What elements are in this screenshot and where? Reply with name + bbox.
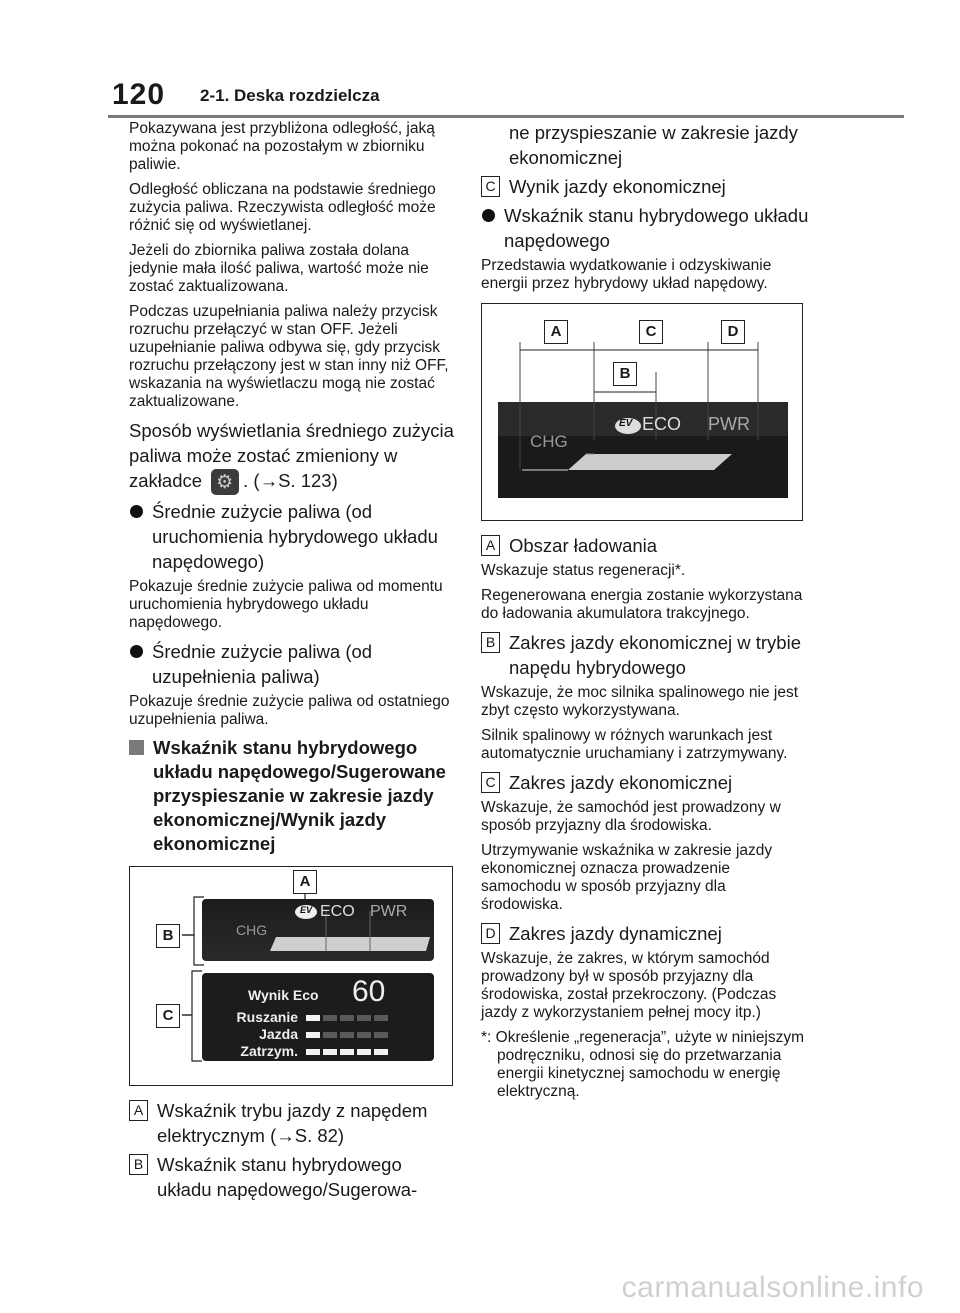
bullet-icon bbox=[130, 505, 143, 518]
section-heading bbox=[129, 736, 459, 856]
score-bar-segment bbox=[357, 1015, 371, 1021]
callout-c: C bbox=[156, 1004, 180, 1028]
score-bar-segment bbox=[340, 1049, 354, 1055]
eco-label: ECO bbox=[642, 414, 682, 434]
score-bar-segment bbox=[306, 1015, 320, 1021]
letter-d: D bbox=[481, 923, 500, 944]
letter-b: B bbox=[481, 632, 500, 653]
score-bar-segment bbox=[340, 1015, 354, 1021]
bullet-label: Średnie zużycie paliwa (od uruchomienia hybrydowego układu napędowego) bbox=[152, 501, 438, 573]
callout-b: B bbox=[613, 362, 637, 386]
score-bar-segment bbox=[340, 1032, 354, 1038]
score-label: Wynik Eco bbox=[248, 987, 319, 1004]
paragraph: Przedstawia wydatkowanie i odzyskiwanie energii przez hybrydowy układ napędowy. bbox=[481, 257, 772, 292]
range-title: Obszar ładowania bbox=[509, 535, 658, 556]
bullet-title bbox=[129, 639, 459, 689]
header-rule bbox=[108, 115, 904, 118]
paragraph: Silnik spalinowy w różnych warunkach jest automatycznie uruchamiany i zatrzymywany. bbox=[481, 727, 788, 762]
bullet-title bbox=[129, 499, 459, 574]
range-a bbox=[481, 533, 811, 558]
range-title: Zakres jazdy ekonomicznej w trybie napędu hybrydowego bbox=[509, 632, 801, 678]
heading-square-icon bbox=[129, 740, 144, 755]
row-label: Zatrzym. bbox=[240, 1043, 298, 1060]
score-bar-segment bbox=[374, 1049, 388, 1055]
range-b bbox=[481, 630, 811, 680]
figure-indicator-ranges bbox=[481, 303, 803, 521]
score-bar-segment bbox=[374, 1032, 388, 1038]
pwr-label: PWR bbox=[708, 414, 750, 434]
paragraph: Pokazywana jest przybliżona odległość, jaką można pokonać na pozostałym w zbiorniku paliwie. bbox=[129, 120, 435, 173]
score-bar-segment bbox=[323, 1049, 337, 1055]
item-b-cont bbox=[481, 120, 811, 170]
score-bar-segment bbox=[306, 1032, 320, 1038]
item-text: Wynik jazdy ekonomicznej bbox=[509, 176, 726, 197]
range-d bbox=[481, 921, 811, 946]
paragraph: Regenerowana energia zostanie wykorzystana do ładowania akumulatora trakcyjnego. bbox=[481, 587, 803, 622]
watermark: carmanualsonline.info bbox=[621, 1271, 924, 1304]
paragraph: Wskazuje, że zakres, w którym samochód prowadzony był w sposób przyjazny dla środowiska, został przekroczony. (Podczas jazdy z wykorzystaniem pełnej mocy itp.) bbox=[481, 950, 777, 1021]
bullet-icon bbox=[482, 209, 495, 222]
letter-b: B bbox=[129, 1154, 148, 1175]
row-label: Jazda bbox=[259, 1026, 298, 1043]
range-c bbox=[481, 770, 811, 795]
range-title: Zakres jazdy dynamicznej bbox=[509, 923, 722, 944]
section-title: 2-1. Deska rozdzielcza bbox=[200, 86, 380, 105]
letter-a: A bbox=[129, 1100, 148, 1121]
score-bar-segment bbox=[323, 1032, 337, 1038]
paragraph: Wskazuje, że samochód jest prowadzony w sposób przyjazny dla środowiska. bbox=[481, 799, 781, 834]
eco-label: ECO bbox=[320, 903, 355, 921]
range-title: Zakres jazdy ekonomicznej bbox=[509, 772, 733, 793]
score-bar-segment bbox=[357, 1049, 371, 1055]
callout-c: C bbox=[639, 320, 663, 344]
chg-label: CHG bbox=[530, 432, 568, 451]
paragraph-settings bbox=[129, 418, 459, 495]
paragraph: Odległość obliczana na podstawie średniego zużycia paliwa. Rzeczywista odległość może różnić się od wyświetlanej. bbox=[129, 181, 436, 234]
score-bar-segment bbox=[357, 1032, 371, 1038]
paragraph: Utrzymywanie wskaźnika w zakresie jazdy ekonomicznej oznacza prowadzenie samochodu w sposób przyjazny dla środowiska. bbox=[481, 842, 773, 913]
item-a bbox=[129, 1098, 459, 1148]
row-label: Ruszanie bbox=[236, 1009, 298, 1026]
paragraph: Pokazuje średnie zużycie paliwa od momentu uruchomienia hybrydowego układu napędowego. bbox=[129, 578, 443, 632]
chg-label: CHG bbox=[236, 922, 268, 939]
right-column bbox=[481, 120, 811, 1108]
item-text: ne przyspieszanie w zakresie jazdy ekonomicznej bbox=[509, 122, 798, 168]
score-value: 60 bbox=[352, 975, 386, 1009]
settings-gear-icon bbox=[211, 469, 239, 495]
item-b bbox=[129, 1152, 459, 1202]
item-c bbox=[481, 174, 811, 199]
heading-text: Wskaźnik stanu hybrydowego układu napędowego/Sugerowane przyspieszanie w zakresie jazdy ekonomicznej/Wynik jazdy ekonomicznej bbox=[153, 737, 446, 855]
bullet-label: Średnie zużycie paliwa (od uzupełnienia paliwa) bbox=[152, 641, 373, 688]
figure-hybrid-indicator bbox=[129, 866, 453, 1086]
bullet-label: Wskaźnik stanu hybrydowego układu napędowego bbox=[504, 205, 809, 251]
page-number: 120 bbox=[112, 78, 166, 111]
score-bar-segment bbox=[374, 1015, 388, 1021]
callout-b: B bbox=[156, 924, 180, 948]
bullet-title bbox=[481, 203, 811, 253]
item-text: Wskaźnik trybu jazdy z napędem elektrycznym (→S. 82) bbox=[157, 1100, 428, 1147]
ev-icon: EV bbox=[619, 418, 633, 429]
letter-c: C bbox=[481, 176, 500, 197]
callout-d: D bbox=[721, 320, 745, 344]
item-text: Wskaźnik stanu hybrydowego układu napędowego/Sugerowa- bbox=[157, 1154, 418, 1201]
page-ref: . (→S. 123) bbox=[243, 470, 338, 491]
paragraph: Jeżeli do zbiornika paliwa została dolana jedynie mała ilość paliwa, wartość może nie zostać zaktualizowana. bbox=[129, 242, 429, 295]
footnote: *: Określenie „regeneracja”, użyte w niniejszym podręczniku, odnosi się do przetwarzania energii kinetycznej samochodu w energię elektryczną. bbox=[481, 1029, 805, 1100]
paragraph: Pokazuje średnie zużycie paliwa od ostatniego uzupełnienia paliwa. bbox=[129, 693, 450, 729]
settings-text: Sposób wyświetlania średniego zużycia paliwa może zostać zmieniony w zakładce bbox=[129, 420, 454, 491]
bullet-icon bbox=[130, 645, 143, 658]
left-column bbox=[129, 120, 459, 1206]
letter-c: C bbox=[481, 772, 500, 793]
letter-a: A bbox=[481, 535, 500, 556]
callout-a: A bbox=[544, 320, 568, 344]
paragraph: Wskazuje, że moc silnika spalinowego nie jest zbyt często wykorzystywana. bbox=[481, 684, 799, 719]
callout-a: A bbox=[293, 870, 317, 894]
score-bar-segment bbox=[306, 1049, 320, 1055]
score-bar-segment bbox=[323, 1015, 337, 1021]
paragraph: Podczas uzupełniania paliwa należy przycisk rozruchu przełączyć w stan OFF. Jeżeli uzupełnianie paliwa odbywa się, gdy przycisk rozruchu przełączony jest w stan inny niż OFF, wskazania na wyświetlaczu mogą nie zostać zaktualizowane. bbox=[129, 303, 449, 410]
pwr-label: PWR bbox=[370, 903, 408, 921]
ev-icon: EV bbox=[300, 905, 313, 916]
paragraph: Wskazuje status regeneracji*. bbox=[481, 562, 686, 579]
